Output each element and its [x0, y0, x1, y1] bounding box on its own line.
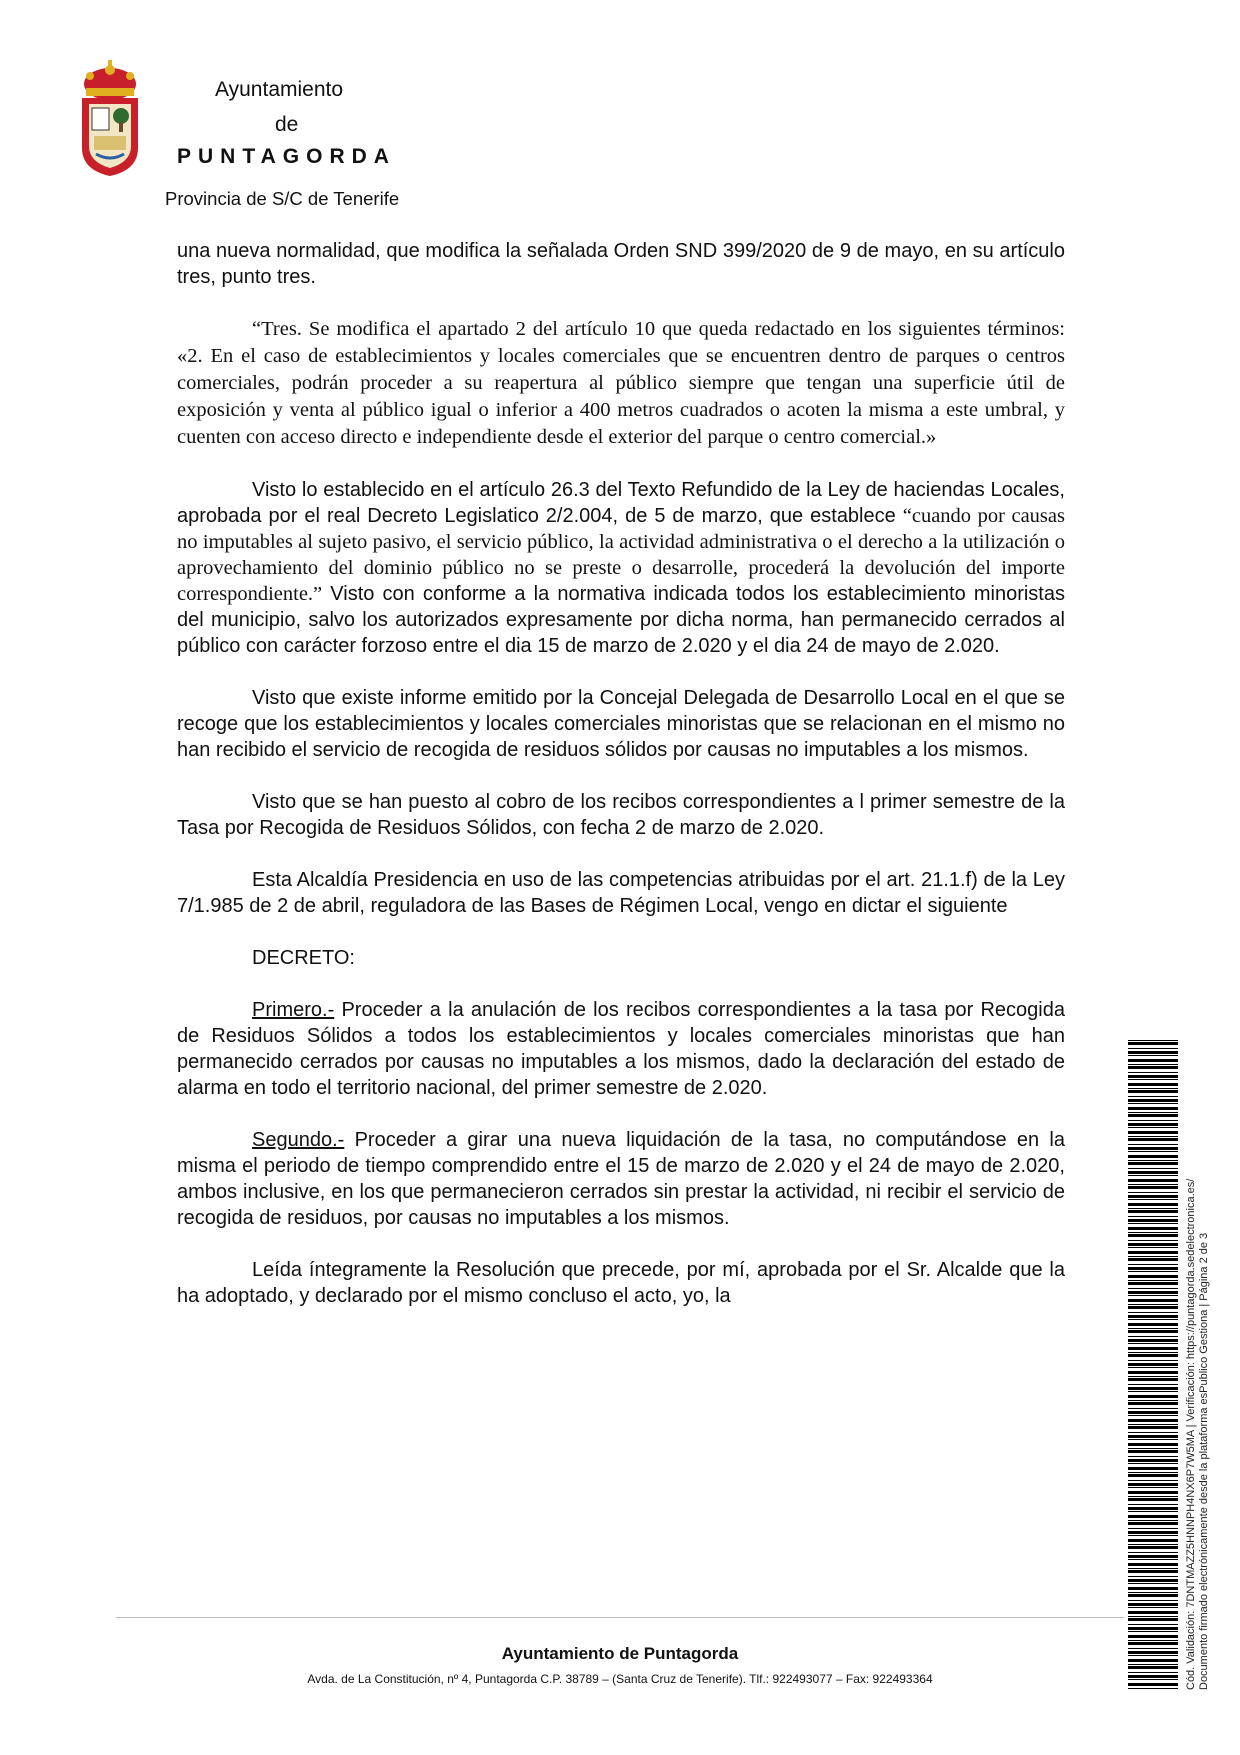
paragraph-visto-ley-a: Visto lo establecido en el artículo 26.3 del Texto Refundido de la Ley de haciendas Locales, aprobada por el real Decreto Legislatico 2/2.004, de 5 de marzo, que establece	[177, 479, 1065, 527]
paragraph-visto-ley	[177, 477, 1065, 659]
validation-text	[1185, 1080, 1211, 1690]
header-line-puntagorda: PUNTAGORDA	[177, 145, 396, 168]
paragraph-visto-ley-b: Visto con conforme a la normativa indicada todos los establecimiento minoristas del municipio, salvo los autorizados expresamente por dicha norma, han permanecido cerrados al público con carácter forzoso entre el dia 15 de marzo de 2.020 y el dia 24 de mayo de 2.020.	[177, 583, 1065, 657]
footer-divider	[116, 1617, 1124, 1618]
paragraph-segundo	[177, 1127, 1065, 1231]
paragraph-intro: una nueva normalidad, que modifica la señalada Orden SND 399/2020 de 9 de mayo, en su artículo tres, punto tres.	[177, 240, 1065, 288]
decreto-heading: DECRETO:	[252, 947, 355, 969]
header-line-de: de	[275, 113, 299, 136]
municipal-crest-icon	[76, 58, 144, 178]
document-body	[177, 238, 1065, 1309]
paragraph-recibos: Visto que se han puesto al cobro de los recibos correspondientes a l primer semestre de la Tasa por Recogida de Residuos Sólidos, con fecha 2 de marzo de 2.020.	[177, 791, 1065, 839]
paragraph-primero	[177, 997, 1065, 1101]
segundo-label: Segundo.-	[252, 1129, 345, 1151]
primero-text: Proceder a la anulación de los recibos correspondientes a la tasa por Recogida de Residuos Sólidos a todos los establecimientos y locales comerciales minoristas que han permanecido cerrados por causas no imputables a los mismos, dado la declaración del estado de alarma en todo el territorio nacional, del primer semestre de 2.020.	[177, 999, 1065, 1099]
quoted-law-text: “cuando por causas no imputables al sujeto pasivo, el servicio público, la actividad administrativa o el derecho a la utilización o aprovechamiento del dominio público no se preste o desarrolle, procederá la devolución del importe correspondiente.”	[177, 505, 1065, 605]
validation-line-2: Documento firmado electrónicamente desde la plataforma esPublico Gestiona | Página 2 de 3	[1198, 1232, 1210, 1690]
validation-line-1: Cód. Validación: 7DNTMAZZ5HNNPH4NX6P7W5MA | Verificación: https://puntagorda.sedelectronica.es/	[1185, 1178, 1197, 1690]
header-line-ayuntamiento: Ayuntamiento	[215, 78, 344, 101]
segundo-text: Proceder a girar una nueva liquidación de la tasa, no computándose en la misma el periodo de tiempo comprendido entre el 15 de marzo de 2.020 y el 24 de mayo de 2.020, ambos inclusive, en los que permanecieron cerrados sin prestar la actividad, ni recibir el servicio de recogida de residuos, por causas no imputables a los mismos.	[177, 1129, 1065, 1229]
paragraph-quoted-order: “Tres. Se modifica el apartado 2 del artículo 10 que queda redactado en los siguientes términos: «2. En el caso de establecimientos y locales comerciales que se encuentren dentro de parques o centros comerciales, podrán proceder a su reapertura al público siempre que tengan una superficie útil de exposición y venta al público igual o inferior a 400 metros cuadrados o acoten la misma a este umbral, y cuenten con acceso directo e independiente desde el exterior del parque o centro comercial.»	[177, 318, 1065, 448]
footer-title: Ayuntamiento de Puntagorda	[501, 1644, 739, 1663]
paragraph-final: Leída íntegramente la Resolución que precede, por mí, aprobada por el Sr. Alcalde que la ha adoptado, y declarado por el mismo concluso el acto, yo, la	[177, 1259, 1065, 1307]
paragraph-competencias: Esta Alcaldía Presidencia en uso de las competencias atribuidas por el art. 21.1.f) de la Ley 7/1.985 de 2 de abril, reguladora de las Bases de Régimen Local, vengo en dictar el siguiente	[177, 869, 1065, 917]
paragraph-informe: Visto que existe informe emitido por la Concejal Delegada de Desarrollo Local en el que se recoge que los establecimientos y locales comerciales minoristas que se relacionan en el mismo no han recibido el servicio de recogida de residuos sólidos por causas no imputables a los mismos.	[177, 687, 1065, 761]
header-province: Provincia de S/C de Tenerife	[165, 188, 400, 209]
footer-address: Avda. de La Constitución, nº 4, Puntagorda C.P. 38789 – (Santa Cruz de Tenerife). Tlf.: 922493077 – Fax: 922493364	[307, 1672, 933, 1686]
primero-label: Primero.-	[252, 999, 335, 1021]
barcode-icon	[1128, 1040, 1178, 1690]
